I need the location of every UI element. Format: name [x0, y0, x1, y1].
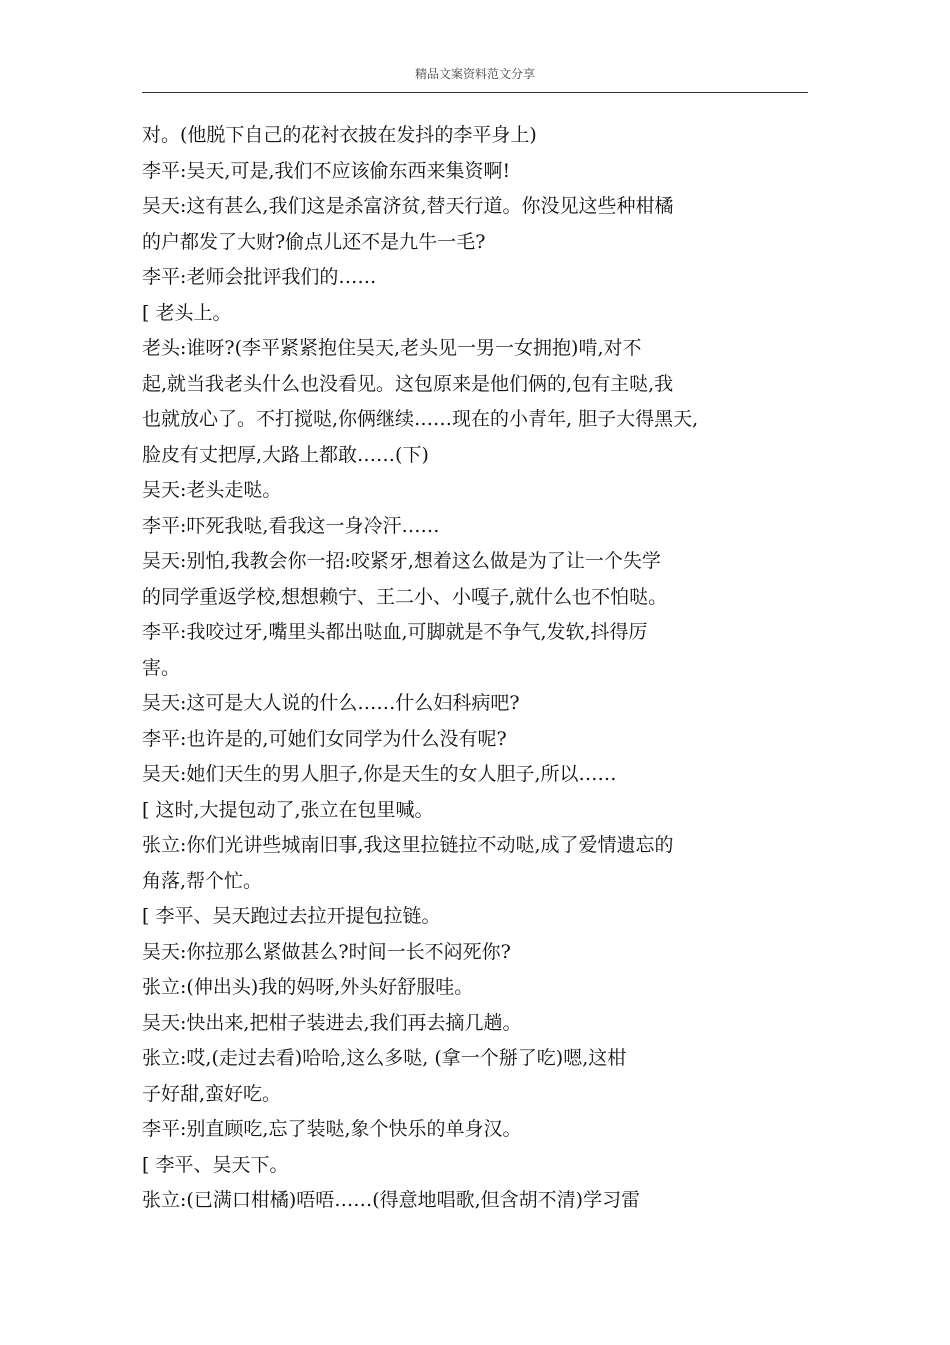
text-line: 角落,帮个忙。: [142, 869, 263, 892]
text-line: 子好甜,蛮好吃。: [142, 1082, 282, 1105]
text-line: 张立:哎,(走过去看)哈哈,这么多哒, (拿一个掰了吃)嗯,这柑: [142, 1047, 627, 1069]
stage-direction: [ 这时,大提包动了,张立在包里喊。: [142, 798, 434, 821]
text-line: 李平:老师会批评我们的……: [142, 266, 377, 288]
text-line: 害。: [142, 656, 181, 679]
stage-direction: [ 李平、吴天跑过去拉开提包拉链。: [142, 905, 441, 927]
text-line: 脸皮有丈把厚,大路上都敢……(下): [142, 443, 429, 466]
text-line: 的同学重返学校,想想赖宁、王二小、小嘎子,就什么也不怕哒。: [142, 585, 668, 608]
stage-direction: [ 老头上。: [142, 301, 232, 324]
text-line: 也就放心了。不打搅哒,你俩继续……现在的小青年, 胆子大得黑天,: [142, 408, 699, 430]
text-line: 张立:你们光讲些城南旧事,我这里拉链拉不动哒,成了爱情遗忘的: [142, 834, 674, 856]
text-line: 吴天:你拉那么紧做甚么?时间一长不闷死你?: [142, 940, 511, 963]
text-line: 对。(他脱下自己的花衬衣披在发抖的李平身上): [142, 124, 537, 146]
script-text: [142, 118, 808, 1219]
text-line: 李平:也许是的,可她们女同学为什么没有呢?: [142, 727, 507, 750]
text-line: 吴天:这可是大人说的什么……什么妇科病吧?: [142, 692, 520, 714]
text-line: 李平:吓死我哒,看我这一身冷汗……: [142, 514, 440, 537]
text-line: 吴天:快出来,把柑子装进去,我们再去摘几趟。: [142, 1011, 522, 1034]
text-line: 吴天:这有甚么,我们这是杀富济贫,替天行道。你没见这些种柑橘: [142, 195, 674, 217]
text-line: 吴天:老头走哒。: [142, 479, 282, 501]
text-line: 张立:(伸出头)我的妈呀,外头好舒服哇。: [142, 976, 474, 998]
text-line: 起,就当我老头什么也没看见。这包原来是他们俩的,包有主哒,我: [142, 372, 674, 395]
header-title: 精品文案资料范文分享: [414, 67, 535, 81]
text-line: 吴天:她们天生的男人胆子,你是天生的女人胆子,所以……: [142, 763, 617, 785]
text-line: 老头:谁呀?(李平紧紧抱住吴天,老头见一男一女拥抱)啃,对不: [142, 337, 642, 359]
text-line: 李平:我咬过牙,嘴里头都出哒血,可脚就是不争气,发软,抖得厉: [142, 621, 648, 643]
text-line: 的户都发了大财?偷点儿还不是九牛一毛?: [142, 230, 486, 253]
text-line: 李平:别直顾吃,忘了装哒,象个快乐的单身汉。: [142, 1118, 522, 1140]
text-line: 张立:(已满口柑橘)唔唔……(得意地唱歌,但含胡不清)学习雷: [142, 1189, 641, 1211]
text-line: 吴天:别怕,我教会你一招:咬紧牙,想着这么做是为了让一个失学: [142, 550, 661, 572]
page-header: [142, 66, 808, 93]
stage-direction: [ 李平、吴天下。: [142, 1153, 289, 1176]
text-line: 李平:吴天,可是,我们不应该偷东西来集资啊!: [142, 159, 511, 182]
